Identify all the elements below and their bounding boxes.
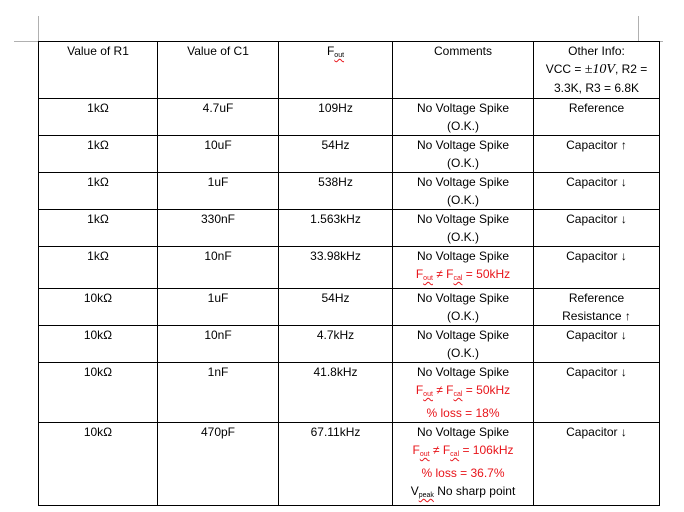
table-row <box>39 247 660 289</box>
crop-mark-top-left-vertical <box>38 16 39 41</box>
cell-c1: 1nF <box>158 363 279 423</box>
loss-note: % loss = 18% <box>426 406 500 420</box>
cell-fout: 1.563kHz <box>279 210 393 247</box>
cell-fout: 67.11kHz <box>279 423 393 506</box>
cell-comment: No Voltage Spike $F_{out} \ne F_{cal} = 106kHz$ % loss = 36.7% $V_{peak}$ No sharp point <box>393 423 534 506</box>
cell-info: Capacitor ↑ <box>534 136 660 173</box>
header-comments: Comments <box>393 42 534 99</box>
header-c1: Value of C1 <box>158 42 279 99</box>
cell-r1: 1kΩ <box>39 99 158 136</box>
results-table <box>38 41 660 506</box>
cell-comment: No Voltage Spike (O.K.) <box>393 99 534 136</box>
fout-vs-fcal-note: $F_{out} \ne F_{cal} = 50kHz$ <box>415 383 511 398</box>
cell-r1: 1kΩ <box>39 173 158 210</box>
cell-c1: 330nF <box>158 210 279 247</box>
cell-c1: 10nF <box>158 247 279 289</box>
cell-info: Capacitor ↓ <box>534 363 660 423</box>
cell-c1: 4.7uF <box>158 99 279 136</box>
cell-r1: 10kΩ <box>39 289 158 326</box>
header-other-info: Other Info: VCC = ±10V, R2 = 3.3K, R3 = 6.8K <box>534 42 660 99</box>
table-row <box>39 136 660 173</box>
cell-r1: 10kΩ <box>39 326 158 363</box>
cell-c1: 470pF <box>158 423 279 506</box>
cell-fout: 109Hz <box>279 99 393 136</box>
table-row <box>39 363 660 423</box>
cell-r1: 1kΩ <box>39 136 158 173</box>
table-row <box>39 99 660 136</box>
cell-fout: 4.7kHz <box>279 326 393 363</box>
cell-info: Capacitor ↓ <box>534 326 660 363</box>
cell-info: Reference Resistance ↑ <box>534 289 660 326</box>
cell-comment: No Voltage Spike $F_{out} \ne F_{cal} = 50kHz$ <box>393 247 534 289</box>
cell-fout: 54Hz <box>279 136 393 173</box>
cell-comment: No Voltage Spike (O.K.) <box>393 173 534 210</box>
header-r1: Value of R1 <box>39 42 158 99</box>
cell-info: Capacitor ↓ <box>534 173 660 210</box>
table-row <box>39 173 660 210</box>
cell-c1: 1uF <box>158 173 279 210</box>
header-row <box>39 42 660 99</box>
cell-info: Capacitor ↓ <box>534 423 660 506</box>
cell-comment: No Voltage Spike (O.K.) <box>393 326 534 363</box>
cell-c1: 10uF <box>158 136 279 173</box>
cell-c1: 10nF <box>158 326 279 363</box>
cell-r1: 10kΩ <box>39 423 158 506</box>
fout-vs-fcal-note: $F_{out} \ne F_{cal} = 106kHz$ <box>412 443 514 458</box>
table-row <box>39 210 660 247</box>
cell-c1: 1uF <box>158 289 279 326</box>
table-row <box>39 326 660 363</box>
cell-r1: 1kΩ <box>39 247 158 289</box>
table-row <box>39 423 660 506</box>
cell-comment: No Voltage Spike (O.K.) <box>393 136 534 173</box>
cell-r1: 1kΩ <box>39 210 158 247</box>
cell-r1: 10kΩ <box>39 363 158 423</box>
text-cursor <box>38 483 39 499</box>
header-fout: $F_{out}$ <box>279 42 393 99</box>
cell-comment: No Voltage Spike $F_{out} \ne F_{cal} = 50kHz$ % loss = 18% <box>393 363 534 423</box>
fout-vs-fcal-note: $F_{out} \ne F_{cal} = 50kHz$ <box>415 267 511 282</box>
cell-info: Capacitor ↓ <box>534 247 660 289</box>
cell-comment: No Voltage Spike (O.K.) <box>393 289 534 326</box>
vpeak-note: $V_{peak}$ No sharp point <box>410 484 516 499</box>
cell-fout: 538Hz <box>279 173 393 210</box>
table-row <box>39 289 660 326</box>
cell-fout: 41.8kHz <box>279 363 393 423</box>
cell-comment: No Voltage Spike (O.K.) <box>393 210 534 247</box>
cell-fout: 54Hz <box>279 289 393 326</box>
crop-mark-top-right-vertical <box>638 16 639 41</box>
cell-fout: 33.98kHz <box>279 247 393 289</box>
cell-info: Capacitor ↓ <box>534 210 660 247</box>
loss-note: % loss = 36.7% <box>421 466 505 480</box>
crop-mark-top-left-horizontal <box>14 41 38 42</box>
cell-info: Reference <box>534 99 660 136</box>
